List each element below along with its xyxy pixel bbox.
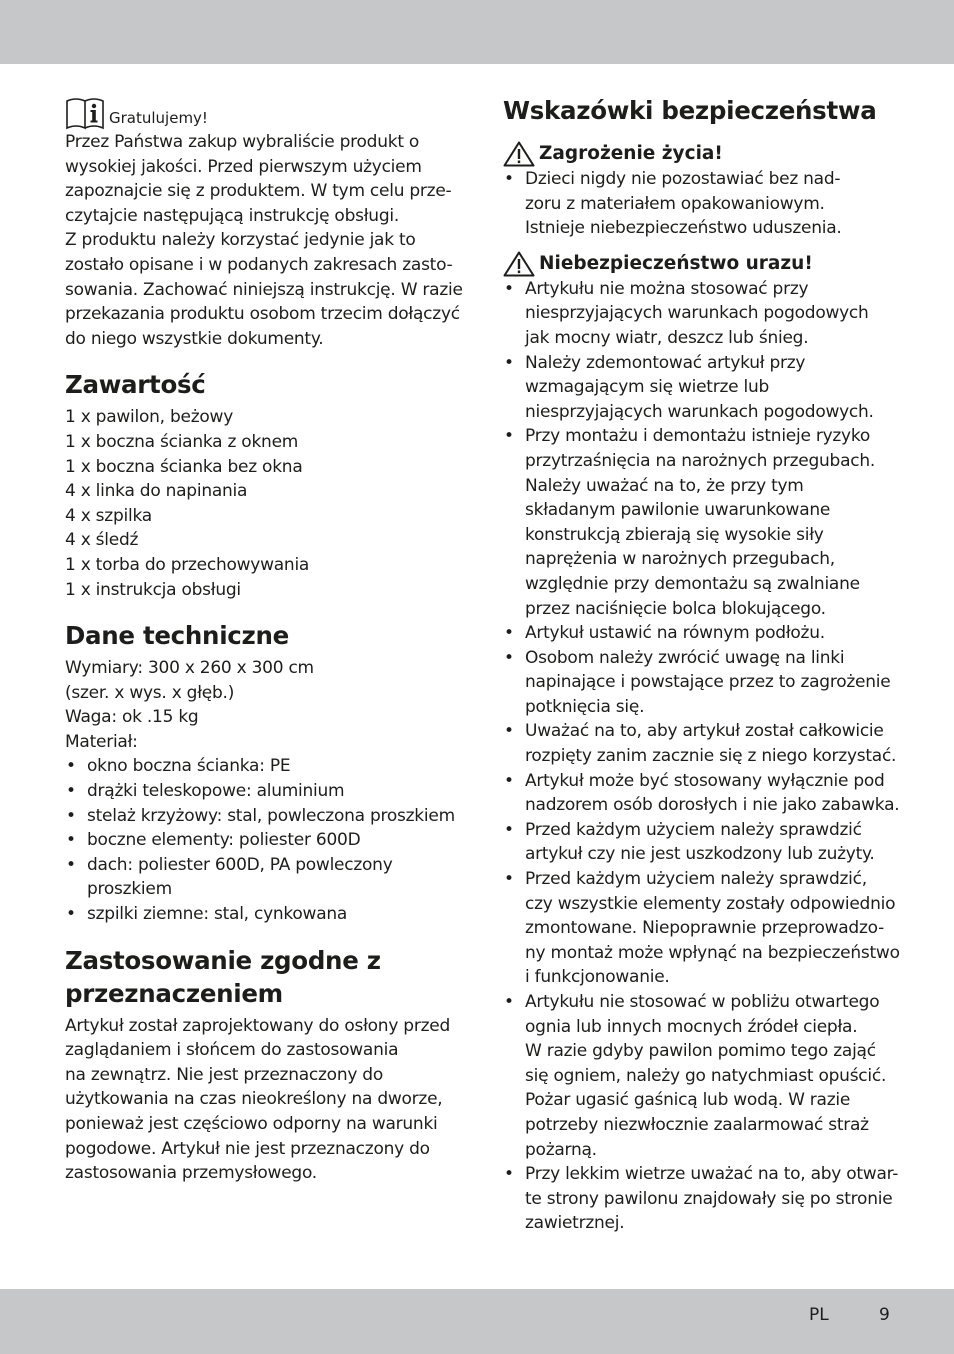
material-line: • szpilki ziemne: stal, cynkowana	[87, 904, 348, 925]
injury-line: W razie gdyby pawilon pomimo tego zająć	[525, 1041, 876, 1062]
injury-line: zawietrznej.	[525, 1213, 625, 1234]
material-line: • dach: poliester 600D, PA powleczony	[87, 854, 393, 875]
material-item	[65, 853, 460, 902]
intended-use-line: pogodowe. Artykuł nie jest przeznaczony do	[65, 1138, 430, 1159]
contents-item: 4 x śledź	[65, 530, 139, 551]
danger-line: • Dzieci nigdy nie pozostawiać bez nad-	[525, 169, 841, 189]
intro-greeting: Gratulujemy!	[109, 109, 208, 127]
right-column	[503, 94, 898, 1236]
intended-use-line: na zewnątrz. Nie jest przeznaczony do	[65, 1064, 383, 1085]
injury-line: • Uważać na to, aby artykuł został całkowicie	[525, 721, 884, 742]
injury-line: napinające i powstające przez to zagrożenie	[525, 672, 891, 693]
warning-triangle-icon	[503, 251, 535, 277]
intro-line: zapoznajcie się z produktem. W tym celu prze-	[65, 181, 452, 202]
technical-line: (szer. x wys. x głęb.)	[65, 682, 235, 703]
injury-item	[503, 621, 898, 646]
intended-use-line: zaglądaniem i słońcem do zastosowania	[65, 1040, 399, 1061]
danger-heading-row	[503, 141, 898, 167]
contents-list	[65, 405, 460, 602]
intro-line: zostało opisane i w podanych zakresach zasto-	[65, 254, 453, 275]
injury-line: • Przy lekkim wietrze uważać na to, aby otwar-	[525, 1164, 899, 1185]
injury-line: • Przy montażu i demontażu istnieje ryzyko	[525, 426, 871, 447]
injury-list	[503, 277, 898, 1236]
injury-line: niesprzyjających warunkach pogodowych	[525, 303, 869, 324]
injury-line: konstrukcją zbierają się wysokie siły	[525, 524, 824, 545]
injury-line: rozpięty zanim zacznie się z niego korzystać.	[525, 746, 897, 767]
intended-use-heading-line: przeznaczeniem	[65, 978, 283, 1008]
injury-line: • Artykułu nie można stosować przy	[525, 278, 809, 299]
material-item	[65, 779, 460, 804]
warning-triangle-icon	[503, 141, 535, 167]
intended-use-heading-line: Zastosowanie zgodne z	[65, 945, 381, 975]
material-item	[65, 754, 460, 779]
injury-line: ognia lub innych mocnych źródeł ciepła.	[525, 1016, 858, 1037]
intro-text	[65, 130, 463, 351]
contents-item: 1 x instrukcja obsługi	[65, 579, 241, 600]
injury-line: się ogniem, należy go natychmiast opuścić.	[525, 1065, 887, 1086]
intro-line: przekazania produktu osobom trzecim dołączyć	[65, 304, 460, 325]
intro-line: Przez Państwa zakup wybraliście produkt o	[65, 132, 420, 152]
contents-item: 1 x pawilon, beżowy	[65, 407, 234, 428]
intended-use-text	[65, 1014, 460, 1186]
injury-line: przez naciśnięcie bolca blokującego.	[525, 598, 826, 619]
material-line: • okno boczna ścianka: PE	[87, 756, 291, 777]
language-code: PL	[809, 1305, 829, 1325]
technical-line: Wymiary: 300 x 260 x 300 cm	[65, 658, 314, 679]
technical-line: Waga: ok .15 kg	[65, 707, 199, 728]
injury-item	[503, 867, 898, 990]
technical-text	[65, 656, 460, 754]
injury-line: Pożar ugasić gaśnicą lub wodą. W razie	[525, 1090, 851, 1111]
material-line: • stelaż krzyżowy: stal, powleczona proszkiem	[87, 805, 455, 826]
intro-line: do niego wszystkie dokumenty.	[65, 328, 324, 349]
injury-line: • Artykułu nie stosować w pobliżu otwartego	[525, 992, 880, 1012]
injury-item	[503, 818, 898, 867]
injury-line: nadzorem osób dorosłych i nie jako zabawka.	[525, 795, 900, 816]
danger-line: Istnieje niebezpieczeństwo uduszenia.	[525, 218, 842, 239]
injury-line: • Osobom należy zwrócić uwagę na linki	[525, 647, 845, 668]
intro-greeting-row	[65, 94, 460, 130]
injury-heading: Niebezpieczeństwo urazu!	[539, 252, 813, 274]
injury-line: • Przed każdym użyciem należy sprawdzić,	[525, 869, 867, 890]
contents-item: 1 x torba do przechowywania	[65, 554, 310, 575]
contents-item: 4 x szpilka	[65, 505, 152, 526]
injury-line: jak mocny wiatr, deszcz lub śnieg.	[525, 327, 809, 348]
injury-line: niesprzyjających warunkach pogodowych.	[525, 401, 874, 422]
injury-item	[503, 351, 898, 425]
contents-heading: Zawartość	[65, 370, 206, 400]
injury-line: czy wszystkie elementy zostały odpowiednio	[525, 893, 896, 914]
material-item	[65, 902, 460, 927]
header-band	[0, 0, 954, 64]
injury-item	[503, 646, 898, 720]
injury-line: potrzeby niezwłocznie zaalarmować straż	[525, 1114, 869, 1135]
materials-list	[65, 754, 460, 926]
injury-line: artykuł czy nie jest uszkodzony lub zużyty.	[525, 844, 875, 865]
intro-line: wysokiej jakości. Przed pierwszym użyciem	[65, 156, 422, 177]
injury-item	[503, 277, 898, 351]
injury-line: • Przed każdym użyciem należy sprawdzić	[525, 819, 862, 840]
injury-line: zmontowane. Niepoprawnie przeprowadzo-	[525, 918, 884, 939]
injury-item	[503, 719, 898, 768]
injury-line: ny montaż może wpłynąć na bezpieczeństwo	[525, 942, 900, 963]
material-line: proszkiem	[87, 879, 172, 900]
material-item	[65, 828, 460, 853]
injury-line: przytrzaśnięcia na narożnych przegubach.	[525, 450, 876, 471]
intended-use-line: zastosowania przemysłowego.	[65, 1163, 317, 1184]
injury-line: Należy uważać na to, że przy tym	[525, 475, 804, 496]
intended-use-heading	[65, 944, 460, 1010]
intro-line: czytajcie następującą instrukcję obsługi.	[65, 205, 399, 226]
injury-line: • Należy zdemontować artykuł przy	[525, 352, 806, 373]
injury-line: i funkcjonowanie.	[525, 967, 670, 988]
page-number: 9	[879, 1305, 890, 1325]
injury-line: względnie przy demontażu są zwalniane	[525, 573, 860, 594]
safety-heading: Wskazówki bezpieczeństwa	[503, 96, 877, 125]
injury-line: składanym pawilonie uwarunkowane	[525, 500, 831, 521]
injury-line: te strony pawilonu znajdowały się po stronie	[525, 1188, 893, 1209]
danger-line: zoru z materiałem opakowaniowym.	[525, 193, 825, 214]
injury-line: • Artykuł ustawić na równym podłożu.	[525, 623, 825, 644]
injury-line: potknięcia się.	[525, 696, 645, 717]
manual-info-icon	[65, 96, 107, 130]
technical-heading: Dane techniczne	[65, 621, 289, 651]
injury-line: wzmagającym się wietrze lub	[525, 377, 770, 398]
injury-heading-row	[503, 251, 898, 277]
injury-line: naprężenia w narożnych przegubach,	[525, 549, 835, 570]
material-line: • drążki teleskopowe: aluminium	[87, 781, 345, 802]
material-item	[65, 804, 460, 829]
contents-item: 4 x linka do napinania	[65, 481, 248, 502]
contents-item: 1 x boczna ścianka bez okna	[65, 456, 303, 477]
injury-item	[503, 424, 898, 621]
danger-list	[503, 167, 898, 241]
left-column	[65, 94, 463, 1186]
injury-line: pożarną.	[525, 1139, 597, 1160]
injury-line: • Artykuł może być stosowany wyłącznie pod	[525, 770, 885, 791]
intended-use-line: Artykuł został zaprojektowany do osłony przed	[65, 1015, 451, 1036]
injury-item	[503, 769, 898, 818]
intended-use-line: ponieważ jest częściowo odporny na warunki	[65, 1114, 438, 1134]
intro-line: sowania. Zachować niniejszą instrukcję. W razie	[65, 279, 463, 300]
injury-item	[503, 990, 898, 1162]
technical-line: Materiał:	[65, 731, 138, 752]
intended-use-line: użytkowania na czas nieokreślony na dworze,	[65, 1089, 443, 1110]
danger-heading: Zagrożenie życia!	[539, 143, 723, 164]
danger-item	[503, 167, 898, 241]
intro-line: Z produktu należy korzystać jedynie jak to	[65, 230, 416, 251]
material-line: • boczne elementy: poliester 600D	[87, 830, 361, 851]
contents-item: 1 x boczna ścianka z oknem	[65, 431, 299, 452]
injury-item	[503, 1162, 898, 1236]
